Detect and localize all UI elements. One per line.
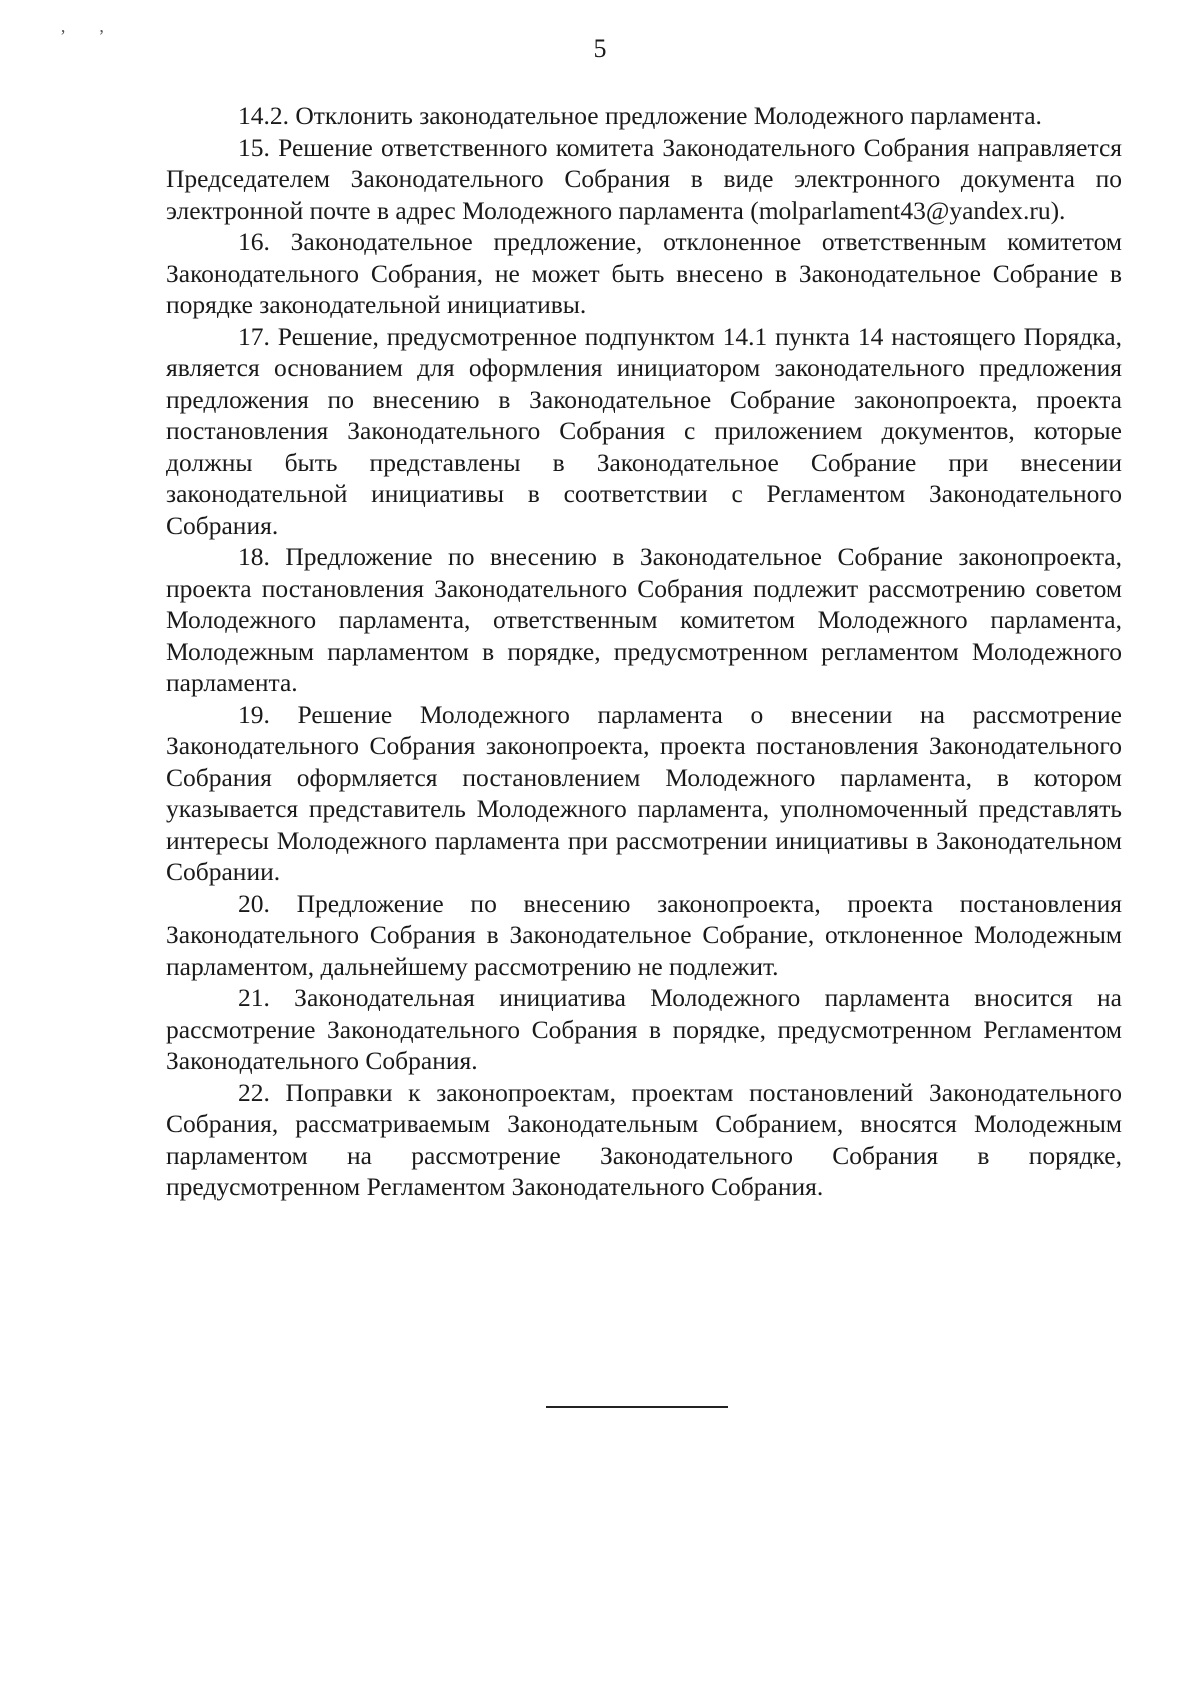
paragraph-14-2: 14.2. Отклонить законодательное предложение Молодежного парламента.: [238, 101, 1042, 130]
paragraph-21: 21. Законодательная инициатива Молодежного парламента вносится на рассмотрение Законодательного Собрания в порядке, предусмотренном Регламентом Законодательного Собрания.: [166, 983, 1122, 1075]
paragraph-18: 18. Предложение по внесению в Законодательное Собрание законопроекта, проекта постановления Законодательного Собрания подлежит рассмотрению советом Молодежного парламента, ответственным комитетом Молодежного парламента, Молодежным парламентом в порядке, предусмотренном регламентом Молодежного парламента.: [166, 542, 1122, 697]
paragraph-22: 22. Поправки к законопроектам, проектам постановлений Законодательного Собрания, рассматриваемым Законодательным Собранием, вносятся Молодежным парламентом на рассмотрение Законодательного Собрания в порядке, предусмотренном Регламентом Законодательного Собрания.: [166, 1077, 1122, 1201]
corner-marks: ‚ ‚: [60, 16, 119, 36]
page-number: 5: [593, 34, 607, 63]
paragraph-17: 17. Решение, предусмотренное подпунктом 14.1 пункта 14 настоящего Порядка, является основанием для оформления инициатором законодательного предложения предложения по внесению в Законодательное Собрание законопроекта, проекта постановления Законодательного Собрания с приложением документов, которые должны быть представлены в Законодательное Собрание при внесении законодательной инициативы в соответствии с Регламентом Законодательного Собрания.: [166, 321, 1122, 540]
paragraph-19: 19. Решение Молодежного парламента о внесении на рассмотрение Законодательного Собрания законопроекта, проекта постановления Законодательного Собрания оформляется постановлением Молодежного парламента, в котором указывается представитель Молодежного парламента, уполномоченный представлять интересы Молодежного парламента при рассмотрении инициативы в Законодательном Собрании.: [166, 699, 1122, 886]
paragraph-15: 15. Решение ответственного комитета Законодательного Собрания направляется Председателем Законодательного Собрания в виде электронного документа по электронной почте в адрес Молодежного парламента (molparlament43@yandex.ru).: [166, 132, 1122, 225]
paragraph-16: 16. Законодательное предложение, отклоненное ответственным комитетом Законодательного Собрания, не может быть внесено в Законодательное Собрание в порядке законодательной инициативы.: [166, 227, 1122, 319]
end-of-document-rule: [546, 1406, 728, 1408]
paragraph-20: 20. Предложение по внесению законопроекта, проекта постановления Законодательного Собрания в Законодательное Собрание, отклоненное Молодежным парламентом, дальнейшему рассмотрению не подлежит.: [166, 888, 1122, 981]
document-body: [166, 100, 1122, 1203]
